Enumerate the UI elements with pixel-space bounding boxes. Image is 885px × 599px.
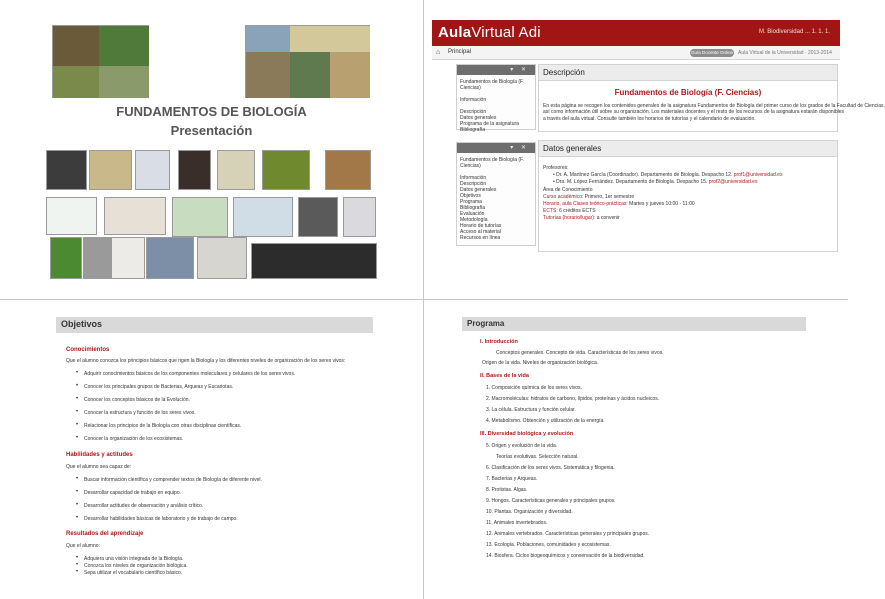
sidebar-item[interactable]: Bibliografía (460, 127, 486, 133)
program-line: Conceptos generales. Concepto de vida. Características de los seres vivos. (496, 350, 664, 356)
leaves-photo (53, 66, 99, 98)
sidebar-item[interactable]: Programa de la asignatura (460, 121, 519, 127)
world-map-photo (290, 26, 370, 52)
slide-objectives (0, 300, 423, 599)
knowledge-intro: Que el alumno conozca los principios básicos que rigen la Biología y los diferentes niveles de organización de los seres vivos: (66, 358, 346, 364)
program-line: 1. Composición química de los seres vivos. (486, 385, 582, 391)
objective-item: • Sepa utilizar el vocabulario científico básico. (84, 570, 182, 576)
dna-helix-photo (111, 237, 145, 279)
description-panel (538, 64, 885, 132)
sidebar-item[interactable]: Recursos en línea (460, 235, 501, 241)
general-data-heading: Datos generales (539, 141, 837, 157)
professor-2-email[interactable]: prof2@universidad.es (708, 179, 758, 186)
objective-item: • Desarrollar capacidad de trabajo en equipo. (84, 490, 181, 496)
skills-intro: Que el alumno sea capaz de: (66, 464, 132, 470)
breadcrumb[interactable]: Principal (448, 49, 472, 55)
sidebar-item[interactable]: Fundamentos de Biología (F. (460, 79, 524, 85)
program-line: 4. Metabolismo. Obtención y utilización de la energía. (486, 418, 605, 424)
flower-white-photo (217, 150, 255, 190)
root-drawing (46, 197, 97, 235)
tutoring: Tutorías (horario/lugar): a convenir (543, 215, 620, 222)
sidebar-item[interactable]: Información (460, 97, 487, 103)
program-section-3: III. Diversidad biológica y evolución (480, 431, 574, 437)
program-line: 10. Plantas. Organización y diversidad. (486, 509, 573, 515)
sidebar-item[interactable]: Información (460, 175, 487, 181)
sidebar-item[interactable]: Bibliografía (460, 205, 486, 211)
professor-1-email[interactable]: prof1@universidad.es (733, 172, 783, 179)
program-line: Teorías evolutivas. Selección natural. (496, 454, 579, 460)
bacteria-culture-photo (46, 150, 87, 190)
lab-photo (83, 237, 111, 279)
leaf-green-photo (50, 237, 82, 279)
landscape-photo (246, 26, 290, 52)
course-title: Fundamentos de Biología (F. Ciencias) (614, 88, 762, 97)
knowledge-heading: Conocimientos (66, 347, 110, 353)
sidebar-block-1 (456, 64, 536, 133)
beetle-photo (53, 26, 99, 66)
guide-button[interactable]: Guía Docente Online (690, 50, 734, 55)
objective-item: • Conozca los niveles de organización biológica. (84, 563, 188, 569)
program-line: 13. Ecología. Poblaciones, comunidades y ecosistemas. (486, 542, 611, 548)
program-line: 11. Animales invertebrados. (486, 520, 548, 526)
sidebar-item[interactable]: Descripción (460, 181, 487, 187)
program-line: Origen de la vida. Niveles de organización biológica. (482, 360, 599, 366)
plant-photo (99, 26, 149, 66)
slide1-subtitle: Presentación (170, 123, 253, 138)
program-section-2: II. Bases de la vida (480, 373, 529, 379)
results-intro: Que el alumno: (66, 543, 100, 549)
nematode-photo (172, 197, 228, 237)
description-heading: Descripción (539, 65, 837, 81)
zebrafish-photo (233, 197, 293, 237)
schedule: Horario, aula Clases teórico-prácticas: Martes y jueves 10:00 - 11:00 (543, 201, 695, 208)
knowledge-area: Área de Conocimiento (543, 186, 593, 193)
instrument-photo (197, 237, 247, 279)
sidebar-item[interactable]: Acceso al material (460, 229, 501, 235)
objective-item: • Conocer los principales grupos de Bacterias, Arqueas y Eucariotas. (84, 384, 233, 390)
description-text: En esta página se recogen los contenidos generales de la asignatura Fundamentos de Biología del primer curso de los grados de la Facultad de Ciencias, así como información útil sobre su organización. Los materiales docentes y el resto de los recursos de la asignatura estarán disponibles a través del aula virtual. Consulte también los horarios de tutorías y el calendario de evaluación. (543, 103, 885, 122)
sidebar-item[interactable]: Programa (460, 199, 482, 205)
photo-collage-right (245, 25, 370, 98)
user-info[interactable]: M. Biodiversidad ... 1. 1. 1. (758, 29, 830, 35)
slide-aula-virtual (424, 0, 885, 299)
aula-virtual-logo[interactable]: AulaVirtual Adi (438, 24, 541, 41)
objectives-heading: Objetivos (56, 317, 373, 333)
results-heading: Resultados del aprendizaje (66, 531, 144, 537)
course-year: Curso académico: Primero, 1er semestre (543, 193, 635, 200)
wheat-photo (325, 150, 371, 190)
computer-lab-photo (146, 237, 194, 279)
sidebar-controls-icon[interactable]: ▾ ✕ (510, 67, 529, 73)
program-line: 6. Clasificación de los seres vivos. Sistemática y filogenia. (486, 465, 615, 471)
program-line: 5. Origen y evolución de la vida. (486, 443, 558, 449)
objective-item: • Buscar información científica y comprender textos de Biología de diferente nivel. (84, 477, 262, 483)
objective-item: • Conocer la estructura y función de los seres vivos. (84, 410, 196, 416)
professor-1: • Dr. A. Martínez García (Coordinador). Departamento de Biología. Despacho 12. prof1@universidad.es (553, 172, 783, 179)
fungus-photo (99, 66, 149, 98)
sidebar-item[interactable]: Ciencias) (460, 163, 481, 169)
home-icon[interactable]: ⌂ (436, 49, 441, 56)
general-data-panel (538, 140, 838, 252)
microscope-cells-photo (135, 150, 170, 190)
sidebar-item[interactable]: Evaluación (460, 211, 485, 217)
program-line: 7. Bacterias y Arqueas. (486, 476, 538, 482)
program-heading: Programa (462, 317, 806, 331)
slide-title (0, 0, 423, 299)
sidebar-item[interactable]: Descripción (460, 109, 487, 115)
sidebar-item[interactable]: Fundamentos de Biología (F. (460, 157, 524, 163)
sidebar-block-2 (456, 142, 536, 246)
nav-info: Aula Virtual de la Universidad · 2013-2014 (738, 50, 832, 56)
petri-dish-photo (89, 150, 132, 190)
sidebar-header (457, 143, 535, 153)
objective-item: • Relacionar los principios de la Biología con otras disciplinas científicas. (84, 423, 241, 429)
professors-label: Profesores: (543, 165, 569, 171)
program-line: 2. Macromoléculas: hidratos de carbono, lípidos, proteínas y ácidos nucleicos. (486, 396, 660, 402)
objective-item: • Conocer la organización de los ecosistemas. (84, 436, 183, 442)
objective-item: • Desarrollar actitudes de observación y análisis crítico. (84, 503, 203, 509)
objective-item: • Adquiera una visión integrada de la Biología. (84, 556, 183, 562)
professor-2: • Dra. M. López Fernández. Departamento de Biología. Despacho 15. prof2@universidad.es (553, 179, 758, 186)
ects: ECTS: 6 créditos ECTS (543, 208, 596, 215)
skills-heading: Habilidades y actitudes (66, 452, 133, 458)
sidebar-item[interactable]: Metodología (460, 217, 488, 223)
program-line: 14. Biosfera. Ciclos biogeoquímicos y conservación de la biodiversidad. (486, 553, 645, 559)
sidebar-item[interactable]: Datos generales (460, 115, 497, 121)
program-line: 3. La célula. Estructura y función celular. (486, 407, 576, 413)
objective-item: • Desarrollar habilidades básicas de laboratorio y de trabajo de campo. (84, 516, 238, 522)
program-line: 12. Animales vertebrados. Características generales y principales grupos. (486, 531, 650, 537)
program-line: 8. Protistas. Algas. (486, 487, 528, 493)
forest-photo (290, 52, 330, 98)
mouse-photo (343, 197, 376, 237)
sidebar-item[interactable]: Horario de tutorías (460, 223, 502, 229)
frog-photo (298, 197, 338, 237)
program-section-1: I. Introducción (480, 339, 518, 345)
objective-item: • Adquirir conocimientos básicos de los componentes moleculares y celulares de los seres vivos. (84, 371, 295, 377)
photo-collage-left (52, 25, 149, 98)
aula-virtual-header (432, 20, 840, 46)
sidebar-item[interactable]: Ciencias) (460, 85, 481, 91)
grassland-photo (246, 52, 290, 98)
slide1-title: FUNDAMENTOS DE BIOLOGÍA (116, 104, 307, 119)
sidebar-controls-icon[interactable]: ▾ ✕ (510, 145, 529, 151)
sidebar-item[interactable]: Datos generales (460, 187, 497, 193)
flower-yellow-photo (262, 150, 310, 190)
sidebar-header (457, 65, 535, 75)
soil-photo (178, 150, 211, 190)
program-line: 9. Hongos. Características generales y principales grupos. (486, 498, 616, 504)
sidebar-item[interactable]: Objetivos (460, 193, 481, 199)
objective-item: • Conocer los conceptos básicos de la Evolución. (84, 397, 190, 403)
slide-program (424, 300, 848, 599)
gel-electrophoresis-photo (251, 243, 377, 279)
savanna-photo (330, 52, 370, 98)
fruitfly-photo (104, 197, 166, 235)
breadcrumb-bar (432, 46, 840, 60)
